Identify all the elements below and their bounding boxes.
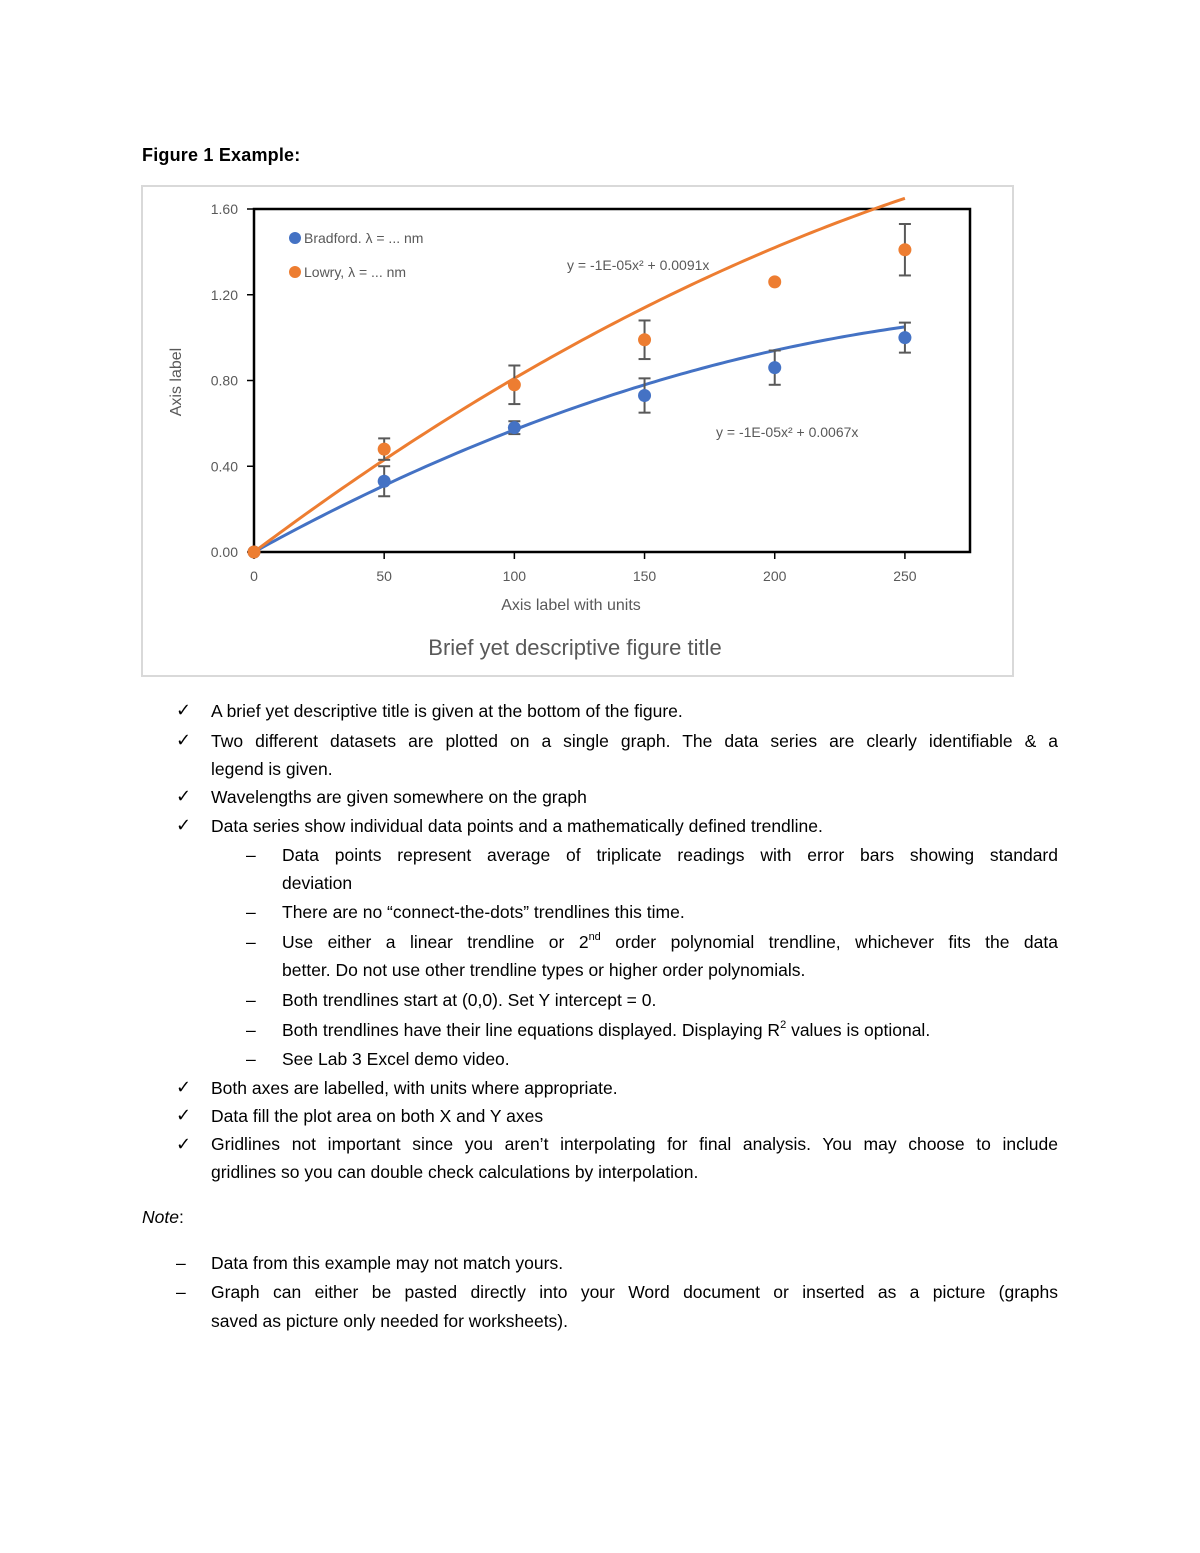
note-item-continuation: saved as picture only needed for worksheets). [211, 1311, 568, 1331]
sub-list-item-text: order polynomial trendline, whichever fits the data [600, 932, 1058, 952]
data-point [378, 443, 391, 456]
note-item: Data from this example may not match yours. [211, 1253, 564, 1273]
x-tick-label: 100 [502, 568, 527, 584]
sub-list-item-text: Use either a linear trendline or 2 [282, 932, 589, 952]
sub-list-item [282, 1019, 930, 1041]
list-item-continuation: legend is given. [211, 759, 333, 779]
dash-icon: – [246, 845, 256, 865]
note-item: Graph can either be pasted directly into your Word document or inserted as a picture (graphs [211, 1282, 1058, 1302]
list-item: Gridlines not important since you aren’t interpolating for final analysis. You may choose to include [211, 1134, 1058, 1154]
note-label: Note: [142, 1207, 184, 1227]
data-point [898, 243, 911, 256]
sub-list-item [282, 931, 1058, 953]
list-item: Data series show individual data points and a mathematically defined trendline. [211, 816, 823, 836]
check-icon: ✓ [176, 815, 192, 835]
dash-icon: – [246, 990, 256, 1010]
list-item: Data fill the plot area on both X and Y axes [211, 1106, 544, 1126]
data-point [768, 275, 781, 288]
trendline-equation-bradford: y = -1E-05x² + 0.0067x [716, 424, 859, 440]
sub-list-item-text: values is optional. [786, 1020, 931, 1040]
data-point [508, 421, 521, 434]
dash-icon: – [246, 932, 256, 952]
x-tick-label: 250 [893, 568, 917, 584]
check-icon: ✓ [176, 1077, 192, 1097]
y-tick-label: 0.00 [210, 544, 238, 560]
legend-marker-bradford [289, 232, 301, 244]
dash-icon: – [246, 1049, 256, 1069]
list-item: A brief yet descriptive title is given at the bottom of the figure. [211, 701, 683, 721]
y-tick-label: 0.40 [210, 458, 238, 475]
x-tick-label: 0 [250, 568, 258, 584]
list-item: Both axes are labelled, with units where appropriate. [211, 1078, 618, 1098]
trendline-equation-lowry: y = -1E-05x² + 0.0091x [567, 257, 710, 273]
data-point [638, 389, 651, 402]
data-point [638, 333, 651, 346]
sub-list-item: Both trendlines start at (0,0). Set Y intercept = 0. [282, 990, 657, 1010]
x-axis-title: Axis label with units [501, 597, 641, 614]
list-item: Two different datasets are plotted on a single graph. The data series are clearly identifiable & a [211, 731, 1058, 751]
x-tick-label: 200 [763, 568, 787, 584]
x-tick-label: 150 [632, 568, 657, 584]
data-point [768, 361, 781, 374]
check-icon: ✓ [176, 786, 192, 806]
chart-svg [143, 187, 1012, 675]
y-tick-label: 0.80 [210, 372, 238, 389]
check-icon: ✓ [176, 700, 192, 720]
dash-icon: – [246, 1020, 256, 1040]
superscript: nd [588, 931, 601, 944]
sub-list-item: See Lab 3 Excel demo video. [282, 1049, 510, 1069]
sub-list-item: There are no “connect-the-dots” trendlines this time. [282, 902, 685, 922]
check-icon: ✓ [176, 1134, 192, 1154]
list-item: Wavelengths are given somewhere on the graph [211, 787, 587, 807]
y-tick-label: 1.20 [210, 286, 238, 303]
check-icon: ✓ [176, 1105, 192, 1125]
sub-list-item-continuation: deviation [282, 873, 353, 893]
legend-label-lowry: Lowry, λ = ... nm [304, 264, 407, 280]
figure-heading: Figure 1 Example: [142, 145, 301, 165]
legend-marker-lowry [289, 266, 301, 278]
sub-list-item-continuation: better. Do not use other trendline types or higher order polynomials. [282, 960, 806, 980]
x-tick-label: 50 [376, 568, 392, 584]
data-point [898, 331, 911, 344]
check-icon: ✓ [176, 730, 192, 750]
y-axis-title: Axis label [168, 347, 185, 417]
y-axis-ticks [211, 201, 254, 560]
y-tick-label: 1.60 [210, 201, 238, 217]
data-point [378, 475, 391, 488]
dash-icon: – [176, 1282, 186, 1302]
superscript: 2 [780, 1019, 787, 1032]
dash-icon: – [246, 902, 256, 922]
list-item-continuation: gridlines so you can double check calculations by interpolation. [211, 1162, 699, 1182]
x-axis-ticks [250, 552, 917, 584]
sub-list-item-text: Both trendlines have their line equations displayed. Displaying R [282, 1020, 781, 1040]
data-point [248, 546, 261, 559]
sub-list-item: Data points represent average of triplicate readings with error bars showing standard [282, 845, 1058, 865]
note-label-text: Note [142, 1207, 179, 1227]
chart-title: Brief yet descriptive figure title [428, 635, 722, 660]
dash-icon: – [176, 1253, 186, 1273]
data-point [508, 378, 521, 391]
legend-label-bradford: Bradford. λ = ... nm [304, 230, 424, 246]
figure-chart [141, 185, 1014, 677]
